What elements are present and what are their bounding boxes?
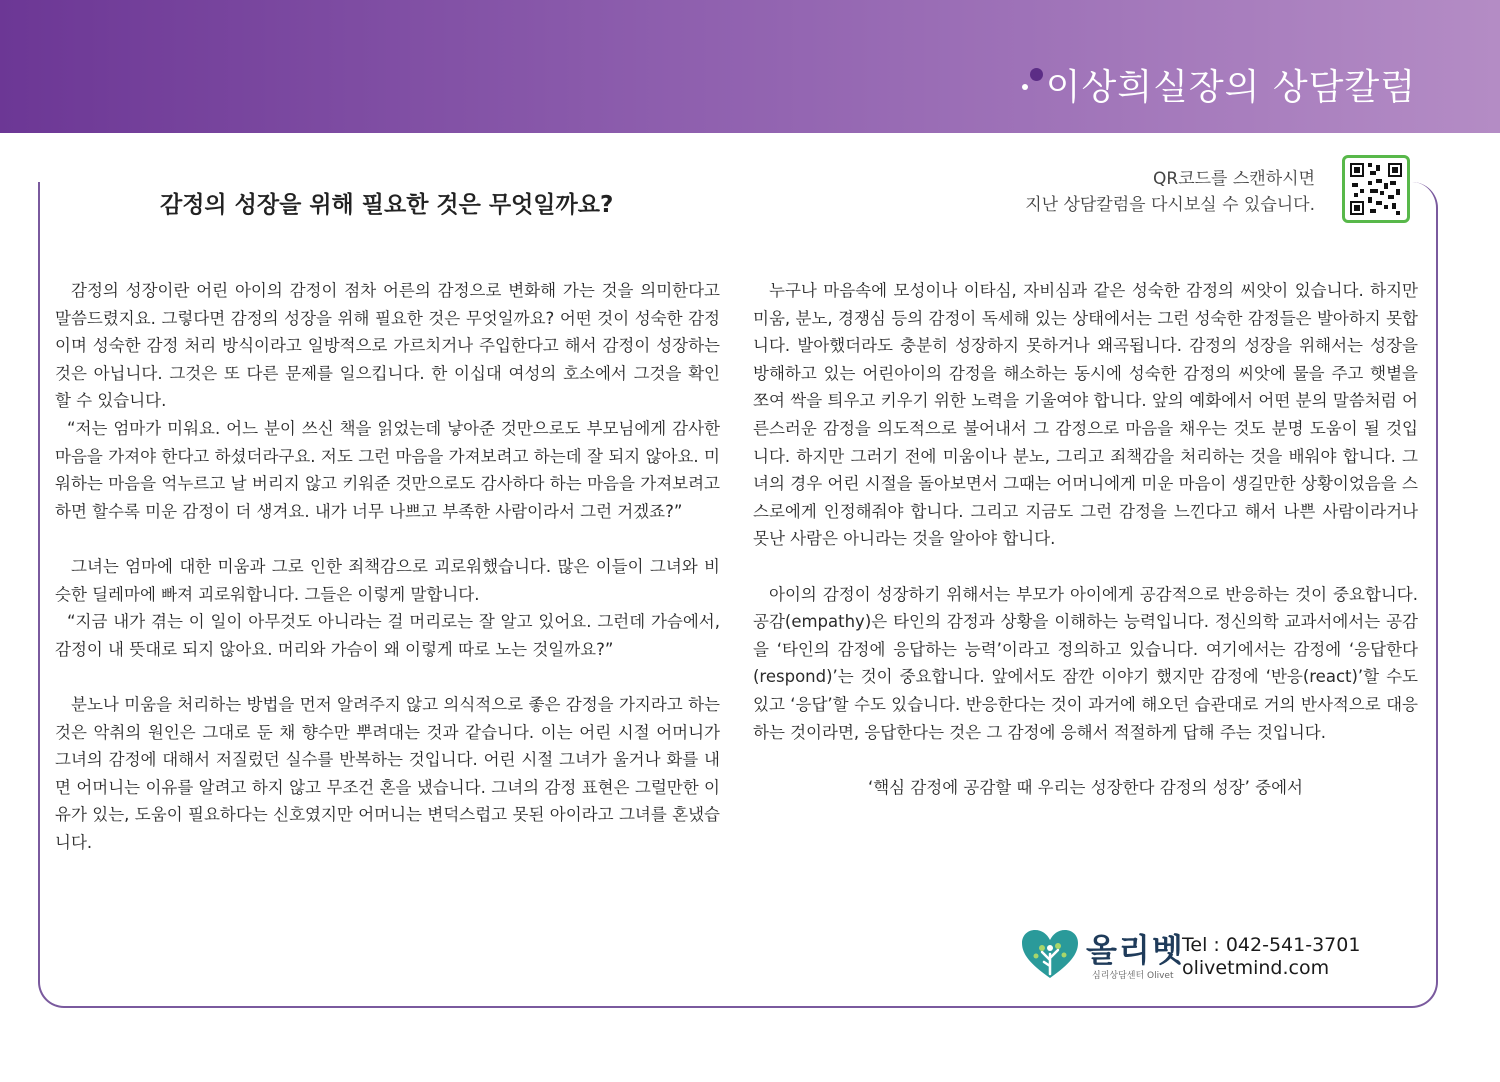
paragraph: 감정의 성장이란 어린 아이의 감정이 점차 어른의 감정으로 변화해 가는 것을 의미한다고 말씀드렸지요. 그렇다면 감정의 성장을 위해 필요한 것은 무엇일까요? 어떤 것이 성숙한 감정이며 성숙한 감정 처리 방식이라고 일방적으로 가르치거나 주입한다고 해서 감정이 성장하는 것은 아닙니다. 그것은 또 다른 문제를 일으킵니다. 한 이십대 여성의 호소에서 그것을 확인 할 수 있습니다. bbox=[55, 281, 720, 411]
contact-info bbox=[1182, 934, 1360, 980]
logo-subtitle: 심리상담센터 Olivet bbox=[1092, 971, 1174, 981]
quote-paragraph: “저는 엄마가 미워요. 어느 분이 쓰신 책을 읽었는데 낳아준 것만으로도 부모님에게 감사한 마음을 가져야 한다고 하셨더라구요. 저도 그런 마음을 가져보려고 하는데 잘 되지 않아요. 미워하는 마음을 억누르고 날 버리지 않고 키워준 것만으로도 감사하다 하는 마음을 가져보려고 하면 할수록 미운 감정이 더 생겨요. 내가 너무 나쁘고 부족한 사람이라서 그런 거겠죠?” bbox=[55, 418, 720, 521]
website-link[interactable]: olivetmind.com bbox=[1182, 957, 1330, 979]
paragraph: 그녀는 엄마에 대한 미움과 그로 인한 죄책감으로 괴로워했습니다. 많은 이들이 그녀와 비슷한 딜레마에 빠져 괴로워합니다. 그들은 이렇게 말합니다. bbox=[55, 556, 720, 604]
qr-note bbox=[1025, 166, 1315, 218]
left-column bbox=[55, 277, 720, 856]
logo-name: 올리벳 bbox=[1086, 931, 1185, 969]
telephone: Tel : 042-541-3701 bbox=[1182, 934, 1361, 956]
paragraph: 아이의 감정이 성장하기 위해서는 부모가 아이에게 공감적으로 반응하는 것이 중요합니다. 공감(empathy)은 타인의 감정과 상황을 이해하는 능력입니다. 정신의학 교과서에서는 공감을 ‘타인의 감정에 응답하는 능력’이라고 정의하고 있습니다. 여기에서는 감정에 ‘응답한다(respond)’는 것이 중요합니다. 앞에서도 잠깐 이야기 했지만 감정에 ‘반응(react)’할 수도 있고 ‘응답’할 수도 있습니다. 반응한다는 것이 과거에 해오던 습관대로 거의 반사적으로 대응하는 것이라면, 응답한다는 것은 그 감정에 응해서 적절하게 답해 주는 것입니다. bbox=[753, 584, 1418, 742]
right-column bbox=[753, 277, 1418, 801]
quote-paragraph: “지금 내가 겪는 이 일이 아무것도 아니라는 걸 머리로는 잘 알고 있어요. 그런데 가슴에서, 감정이 내 뜻대로 되지 않아요. 머리와 가슴이 왜 이렇게 따로 노는 것일까요?” bbox=[55, 612, 720, 659]
article-title: 감정의 성장을 위해 필요한 것은 무엇일까요? bbox=[160, 192, 614, 218]
header-banner bbox=[0, 0, 1500, 133]
column-series-title: 이상희실장의 상담칼럼 bbox=[1046, 62, 1416, 114]
bullet-dot-small-icon bbox=[1022, 84, 1028, 90]
qr-code-icon[interactable] bbox=[1342, 155, 1410, 223]
source-citation: ‘핵심 감정에 공감할 때 우리는 성장한다 감정의 성장’ 중에서 bbox=[868, 777, 1303, 797]
heart-tree-icon bbox=[1020, 928, 1080, 984]
bullet-dot-icon bbox=[1030, 68, 1043, 81]
paragraph: 누구나 마음속에 모성이나 이타심, 자비심과 같은 성숙한 감정의 씨앗이 있습니다. 하지만 미움, 분노, 경쟁심 등의 감정이 독세해 있는 상태에서는 그런 성숙한 감정들은 발아하지 못합니다. 발아했더라도 충분히 성장하지 못하거나 왜곡됩니다. 감정의 성장을 위해서는 성장을 방해하고 있는 어린아이의 감정을 해소하는 동시에 성숙한 감정의 씨앗에 물을 주고 햇볕을 쪼여 싹을 틔우고 키우기 위한 노력을 기울여야 합니다. 앞의 예화에서 어떤 분의 말씀처럼 어른스러운 감정을 의도적으로 불어내서 그 감정으로 마음을 채우는 것도 분명 도움이 될 것입니다. 하지만 그러기 전에 미움이나 분노, 그리고 죄책감을 처리하는 것을 배워야 합니다. 그녀의 경우 어린 시절을 돌아보면서 그때는 어머니에게 미운 마음이 생길만한 상황이었음을 스스로에게 인정해줘야 합니다. 그리고 지금도 그런 감정을 느낀다고 해서 나쁜 사람이라거나 못난 사람은 아니라는 것을 알아야 합니다. bbox=[753, 281, 1418, 549]
qr-note-line1: QR코드를 스캔하시면 bbox=[1153, 169, 1315, 189]
qr-note-line2: 지난 상담칼럼을 다시보실 수 있습니다. bbox=[1025, 195, 1315, 215]
paragraph: 분노나 미움을 처리하는 방법을 먼저 알려주지 않고 의식적으로 좋은 감정을 가지라고 하는 것은 악취의 원인은 그대로 둔 채 향수만 뿌려대는 것과 같습니다. 이는 어린 시절 어머니가 그녀의 감정에 대해서 저질렀던 실수를 반복하는 것입니다. 어린 시절 그녀가 울거나 화를 내면 어머니는 이유를 알려고 하지 않고 무조건 혼을 냈습니다. 그녀의 감정 표현은 그럴만한 이유가 있는, 도움이 필요하다는 신호였지만 어머니는 변덕스럽고 못된 아이라고 그녀를 혼냈습니다. bbox=[55, 694, 720, 852]
